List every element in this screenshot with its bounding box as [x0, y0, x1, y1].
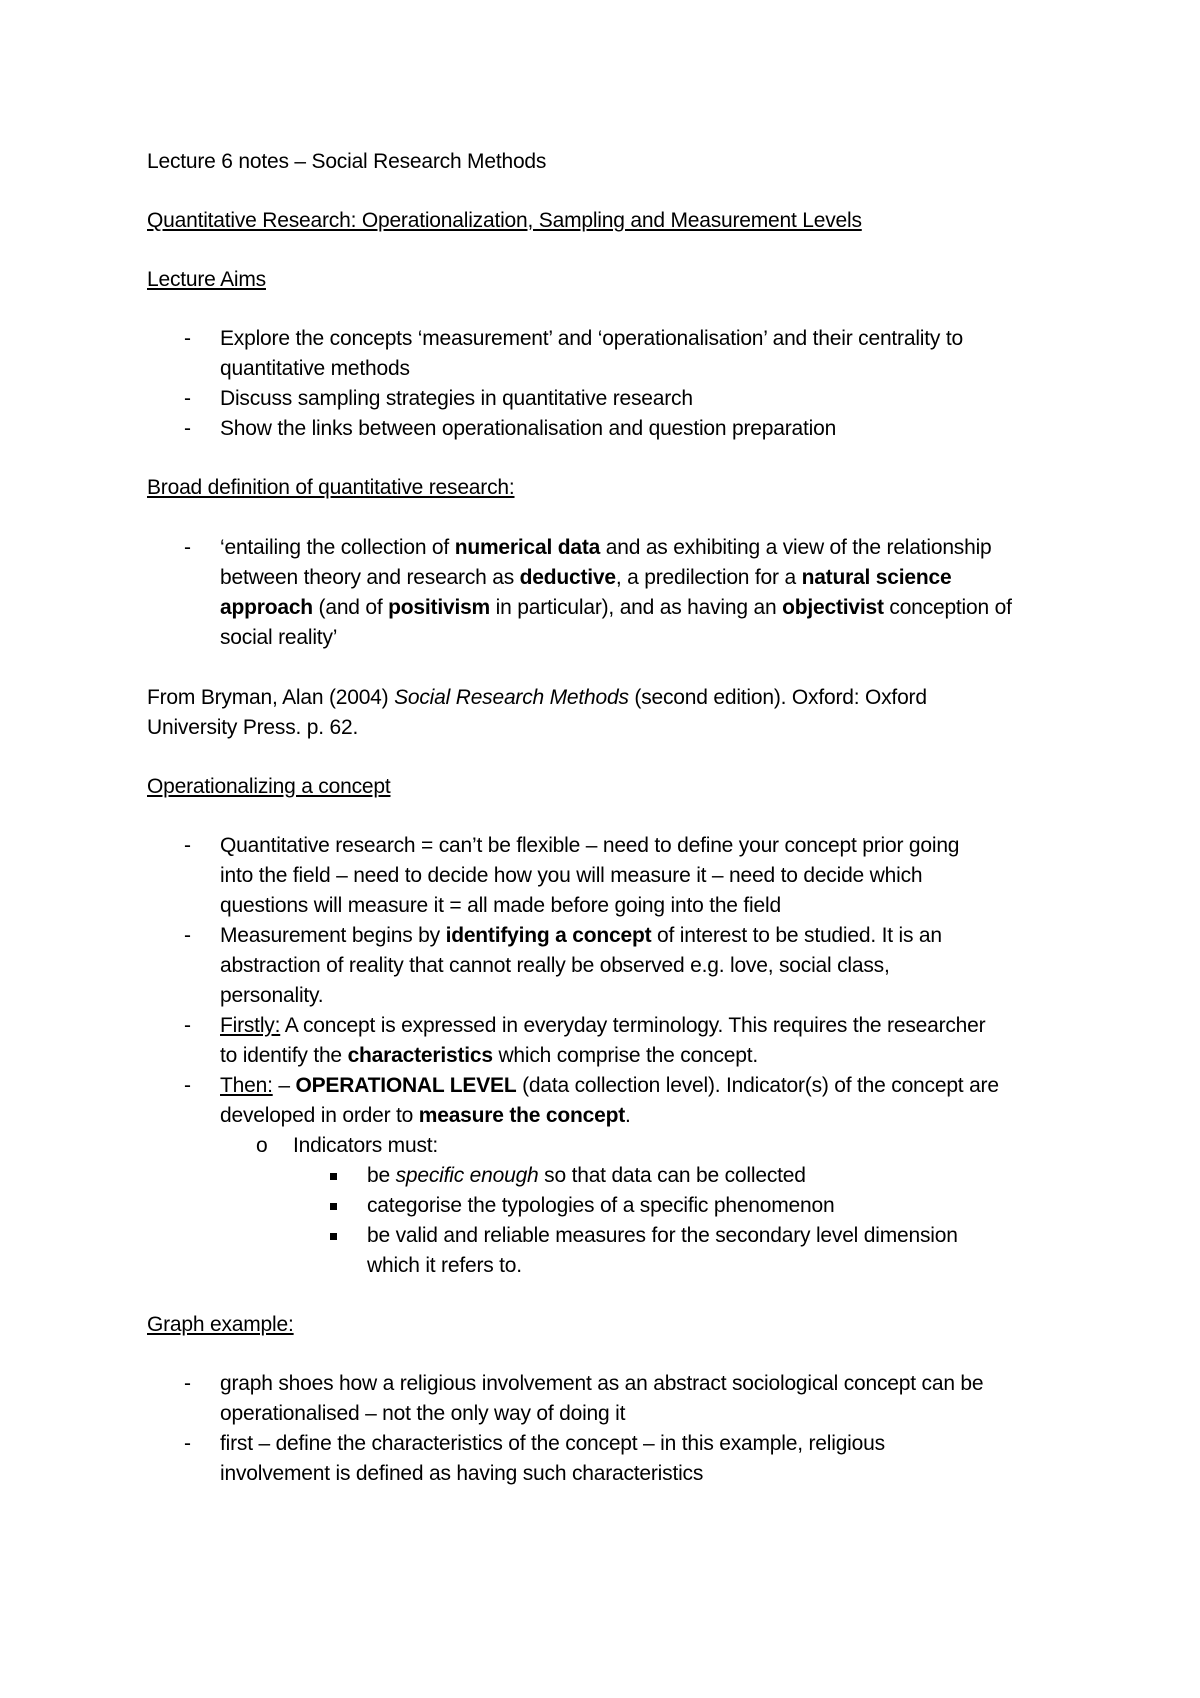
- bullet-dash: -: [184, 1372, 191, 1395]
- square-bullet-icon: [330, 1173, 337, 1180]
- op-point-2-line-3: personality.: [220, 984, 324, 1007]
- op-point-1-line-2: into the field – need to decide how you will measure it – need to decide which: [220, 864, 923, 887]
- bullet-dash: -: [184, 387, 191, 410]
- quote-line-2: between theory and research as deductive, a predilection for a natural science: [220, 566, 952, 589]
- graph-point-1-line-2: operationalised – not the only way of doing it: [220, 1402, 626, 1425]
- bullet-dash: -: [184, 1074, 191, 1097]
- circle-bullet: o: [256, 1134, 268, 1157]
- aim-2: Discuss sampling strategies in quantitative research: [220, 387, 693, 410]
- quote-line-3: approach (and of positivism in particular), and as having an objectivist conception of: [220, 596, 1012, 619]
- section-subtitle: Quantitative Research: Operationalization, Sampling and Measurement Levels: [147, 209, 862, 232]
- bullet-dash: -: [184, 417, 191, 440]
- bullet-dash: -: [184, 1014, 191, 1037]
- indicator-3-line-1: be valid and reliable measures for the secondary level dimension: [367, 1224, 958, 1247]
- op-point-2-line-2: abstraction of reality that cannot really be observed e.g. love, social class,: [220, 954, 890, 977]
- bullet-dash: -: [184, 327, 191, 350]
- graph-heading: Graph example:: [147, 1313, 294, 1336]
- op-point-4-line-1: Then: – OPERATIONAL LEVEL (data collection level). Indicator(s) of the concept are: [220, 1074, 999, 1097]
- square-bullet-icon: [330, 1233, 337, 1240]
- operationalizing-heading: Operationalizing a concept: [147, 775, 391, 798]
- citation-line-2: University Press. p. 62.: [147, 716, 359, 739]
- indicator-1: be specific enough so that data can be collected: [367, 1164, 806, 1187]
- aim-1-line-2: quantitative methods: [220, 357, 410, 380]
- op-point-4-line-2: developed in order to measure the concept.: [220, 1104, 631, 1127]
- bullet-dash: -: [184, 1432, 191, 1455]
- square-bullet-icon: [330, 1203, 337, 1210]
- quote-line-4: social reality’: [220, 626, 338, 649]
- op-point-1-line-1: Quantitative research = can’t be flexible – need to define your concept prior going: [220, 834, 960, 857]
- indicators-must: Indicators must:: [293, 1134, 439, 1157]
- op-point-3-line-1: Firstly: A concept is expressed in everyday terminology. This requires the researcher: [220, 1014, 986, 1037]
- op-point-3-line-2: to identify the characteristics which comprise the concept.: [220, 1044, 759, 1067]
- bullet-dash: -: [184, 924, 191, 947]
- indicator-2: categorise the typologies of a specific phenomenon: [367, 1194, 835, 1217]
- citation-line-1: From Bryman, Alan (2004) Social Research Methods (second edition). Oxford: Oxford: [147, 686, 927, 709]
- aims-heading: Lecture Aims: [147, 268, 266, 291]
- definition-heading: Broad definition of quantitative research:: [147, 476, 515, 499]
- quote-line-1: ‘entailing the collection of numerical data and as exhibiting a view of the relationship: [220, 536, 992, 559]
- bullet-dash: -: [184, 536, 191, 559]
- aim-1-line-1: Explore the concepts ‘measurement’ and ‘operationalisation’ and their centrality to: [220, 327, 963, 350]
- op-point-1-line-3: questions will measure it = all made before going into the field: [220, 894, 781, 917]
- op-point-2-line-1: Measurement begins by identifying a concept of interest to be studied. It is an: [220, 924, 942, 947]
- aim-3: Show the links between operationalisation and question preparation: [220, 417, 837, 440]
- graph-point-1-line-1: graph shoes how a religious involvement as an abstract sociological concept can be: [220, 1372, 984, 1395]
- bullet-dash: -: [184, 834, 191, 857]
- graph-point-2-line-2: involvement is defined as having such characteristics: [220, 1462, 704, 1485]
- graph-point-2-line-1: first – define the characteristics of the concept – in this example, religious: [220, 1432, 885, 1455]
- indicator-3-line-2: which it refers to.: [367, 1254, 522, 1277]
- document-title: Lecture 6 notes – Social Research Methods: [147, 150, 547, 173]
